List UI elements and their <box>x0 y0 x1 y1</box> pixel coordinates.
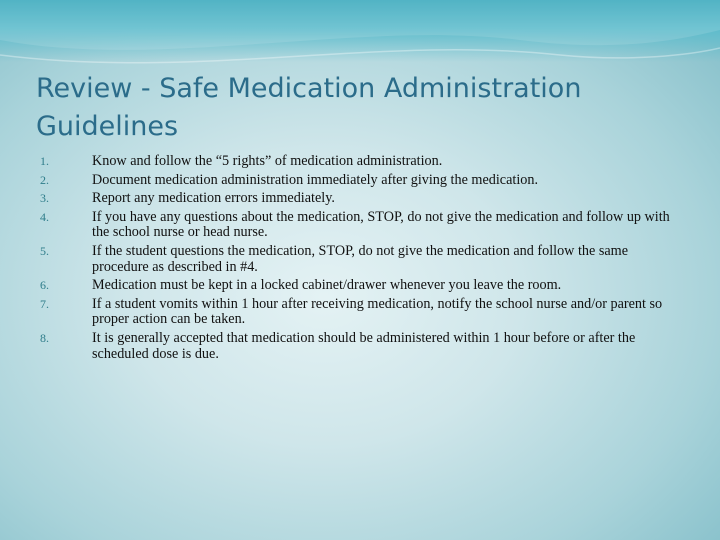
item-number: 4. <box>40 209 49 224</box>
item-number: 1. <box>40 154 49 168</box>
slide-title: Review - Safe Medication Administration Guidelines <box>36 73 582 142</box>
item-text: If you have any questions about the medication, STOP, do not give the medication and follow up with the school nurse or head nurse. <box>92 208 670 241</box>
item-text: If a student vomits within 1 hour after receiving medication, notify the school nurse and/or parent so proper action can be taken. <box>92 295 663 328</box>
guidelines-list <box>40 154 680 365</box>
item-number: 7. <box>40 296 49 311</box>
list-item <box>40 331 680 362</box>
item-text: Medication must be kept in a locked cabinet/drawer whenever you leave the room. <box>92 277 562 294</box>
list-item <box>40 244 680 275</box>
item-number: 2. <box>40 172 49 187</box>
item-text: Know and follow the “5 rights” of medication administration. <box>92 153 443 169</box>
item-number: 8. <box>40 330 49 345</box>
list-item <box>40 297 680 328</box>
list-item <box>40 278 680 294</box>
list-item <box>40 191 680 207</box>
list-item <box>40 173 680 189</box>
item-text: Document medication administration immediately after giving the medication. <box>92 171 538 188</box>
item-number: 3. <box>40 191 49 206</box>
list-item <box>40 154 680 170</box>
item-text: It is generally accepted that medication should be administered within 1 hour before or after the scheduled dose is due. <box>92 329 636 362</box>
item-number: 5. <box>40 243 49 258</box>
list-item <box>40 210 680 241</box>
item-text: Report any medication errors immediately. <box>92 190 335 207</box>
item-number: 6. <box>40 278 49 293</box>
item-text: If the student questions the medication, STOP, do not give the medication and follow the same procedure as described in #4. <box>92 242 629 275</box>
